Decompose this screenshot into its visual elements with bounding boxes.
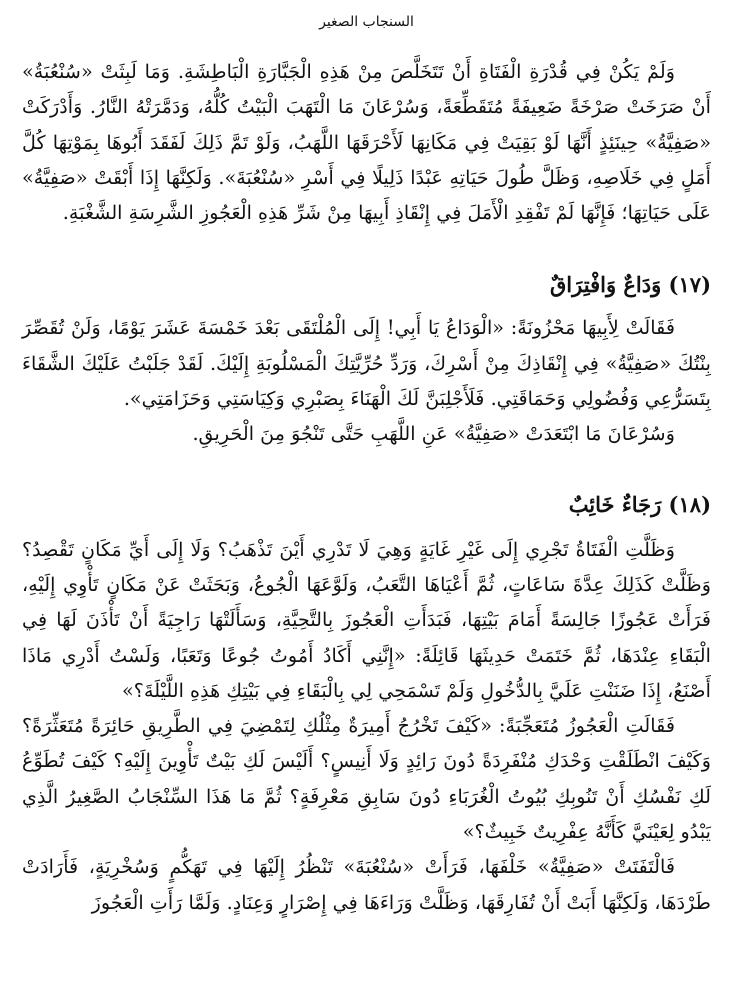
running-title: السنجاب الصغير (319, 14, 414, 30)
book-page (22, 0, 711, 1000)
section-18-paragraph-2: فَقَالَتِ الْعَجُوزُ مُتَعَجِّبَةً: «كَيْفَ تَخْرُجُ أَمِيرَةٌ مِثْلُكِ لِتَمْضِيَ فِي الطَّرِيقِ حَائِرَةً مُتَعَثِّرَةً؟ وَكَيْفَ انْطَلَقْتِ وَحْدَكِ مُنْفَرِدَةً دُونَ رَائِدٍ وَلَا أَنِيسٍ؟ أَلَيْسَ لَكِ بَيْتٌ تَأْوِينَ إِلَيْهِ؟ كَيْفَ تُطَوِّعُ لَكِ نَفْسُكِ أَنْ تَنُوبِكِ بُيُوتُ الْغُرَبَاءِ دُونَ سَابِقِ مَعْرِفَةٍ؟ ثُمَّ مَا هَذَا السِّنْجَابُ الصَّغِيرُ الَّذِي يَبْدُو لِعَيْنَيَّ كَأَنَّهُ عِفْرِيتٌ خَبِيثٌ؟» (22, 714, 711, 844)
section-17-paragraph-2: وَسُرْعَانَ مَا ابْتَعَدَتْ «صَفِيَّةُ» عَنِ اللَّهَبِ حَتَّى تَنْجُوَ مِنَ الْحَرِيقِ. (192, 422, 675, 446)
section-18-paragraph-1: وَظَلَّتِ الْفَتَاةُ تَجْرِي إِلَى غَيْرِ غَايَةٍ وَهِيَ لَا تَدْرِي أَيْنَ تَذْهَبُ؟ وَلَا إِلَى أَيِّ مَكَانٍ تَقْصِدُ؟ وَظَلَّتْ كَذَلِكَ عِدَّةَ سَاعَاتٍ، ثُمَّ أَعْيَاهَا التَّعَبُ، وَلَوَّعَهَا الْجُوعُ، وَبَحَثَتْ عَنْ مَكَانٍ تَأْوِي إِلَيْهِ، فَرَأَتْ عَجُوزًا جَالِسَةً أَمَامَ بَيْتِهَا، فَبَدَأَتِ الْعَجُوزَ بِالتَّحِيَّةِ، وَسَأَلَتْهَا رَاجِيَةً أَنْ تَأْذَنَ لَهَا فِي الْبَقَاءِ عِنْدَهَا، ثُمَّ خَتَمَتْ حَدِيثَهَا قَائِلَةً: «إِنَّنِي أَكَادُ أَمُوتُ جُوعًا وَتَعَبًا، وَلَسْتُ أَدْرِي مَاذَا أَصْنَعُ، إِذَا ضَنَنْتِ عَلَيَّ بِالدُّخُولِ وَلَمْ تَسْمَحِي لِي بِالْبَقَاءِ فِي بَيْتِكِ هَذِهِ اللَّيْلَةَ؟» (22, 537, 711, 702)
section-18-paragraph-3: فَالْتَفَتَتْ «صَفِيَّةُ» خَلْفَهَا، فَرَأَتْ «سُنْعُبَةَ» تَنْظُرُ إِلَيْهَا فِي تَهَكُّمٍ وَسُخْرِيَةٍ، فَأَرَادَتْ طَرْدَهَا، وَلَكِنَّهَا أَبَتْ أَنْ تُفَارِقَهَا، وَظَلَّتْ وَرَاءَهَا فِي إِصْرَارٍ وَعِنَادٍ. وَلَمَّا رَأَتِ الْعَجُوزَ (22, 855, 711, 914)
section-17-paragraph-1: فَقَالَتْ لِأَبِيهَا مَحْزُونَةً: «الْوَدَاعُ يَا أَبِي! إِلَى الْمُلْتَقَى بَعْدَ خَمْسَةَ عَشَرَ يَوْمًا، وَلَنْ تُقَصِّرَ بِنْتُكَ «صَفِيَّةُ» فِي إِنْقَاذِكَ مِنْ أَسْرِكَ، وَرَدِّ حُرِّيَّتِكَ الْمَسْلُوبَةِ إِلَيْكَ. لَقَدْ جَلَبْتُ عَلَيْكَ الشَّقَاءَ بِتَسَرُّعِي وَفُضُولِي وَحَمَاقَتِي. فَلَأَجْلِبَنَّ لَكَ الْهَنَاءَ بِصَبْرِي وَكِيَاسَتِي وَحَزَامَتِي». (22, 316, 711, 411)
section-heading-18: (١٨) رَجَاءٌ خَائِبٌ (568, 491, 711, 517)
story-paragraph-1: وَلَمْ يَكُنْ فِي قُدْرَةِ الْفَتَاةِ أَنْ تَتَخَلَّصَ مِنْ هَذِهِ الْجَبَّارَةِ الْبَاطِشَةِ. وَمَا لَبِثَتْ «سُنْعُبَةُ» أَنْ صَرَخَتْ صَرْخَةً ضَعِيفَةً مُتَقَطِّعَةً، وَسُرْعَانَ مَا الْتَهَبَ الْبَيْتُ كُلُّهُ، وَدَمَّرَتْهُ النَّارُ. وَأَدْرَكَتْ «صَفِيَّةُ» حِينَئِذٍ أَنَّهَا لَوْ بَقِيَتْ فِي مَكَانِهَا لَأَحْرَقَهَا اللَّهَبُ، وَلَوْ تَمَّ ذَلِكَ لَفَقَدَ أَبُوهَا بِمَوْتِهَا كُلَّ أَمَلٍ فِي خَلَاصِهِ، وَظَلَّ طُولَ حَيَاتِهِ عَبْدًا ذَلِيلًا فِي أَسْرِ «سُنْعُبَةَ». وَلَكِنَّهَا إِذَا أَبْقَتْ «صَفِيَّةُ» عَلَى حَيَاتِهَا؛ فَإِنَّهَا لَمْ تَفْقِدِ الْأَمَلَ فِي إِنْقَاذِ أَبِيهَا مِنْ شَرِّ هَذِهِ الْعَجُوزِ الشَّرِسَةِ الشَّغْبَةِ. (22, 60, 711, 225)
section-heading-17: (١٧) وَدَاعٌ وَافْتِرَاقٌ (550, 272, 711, 298)
